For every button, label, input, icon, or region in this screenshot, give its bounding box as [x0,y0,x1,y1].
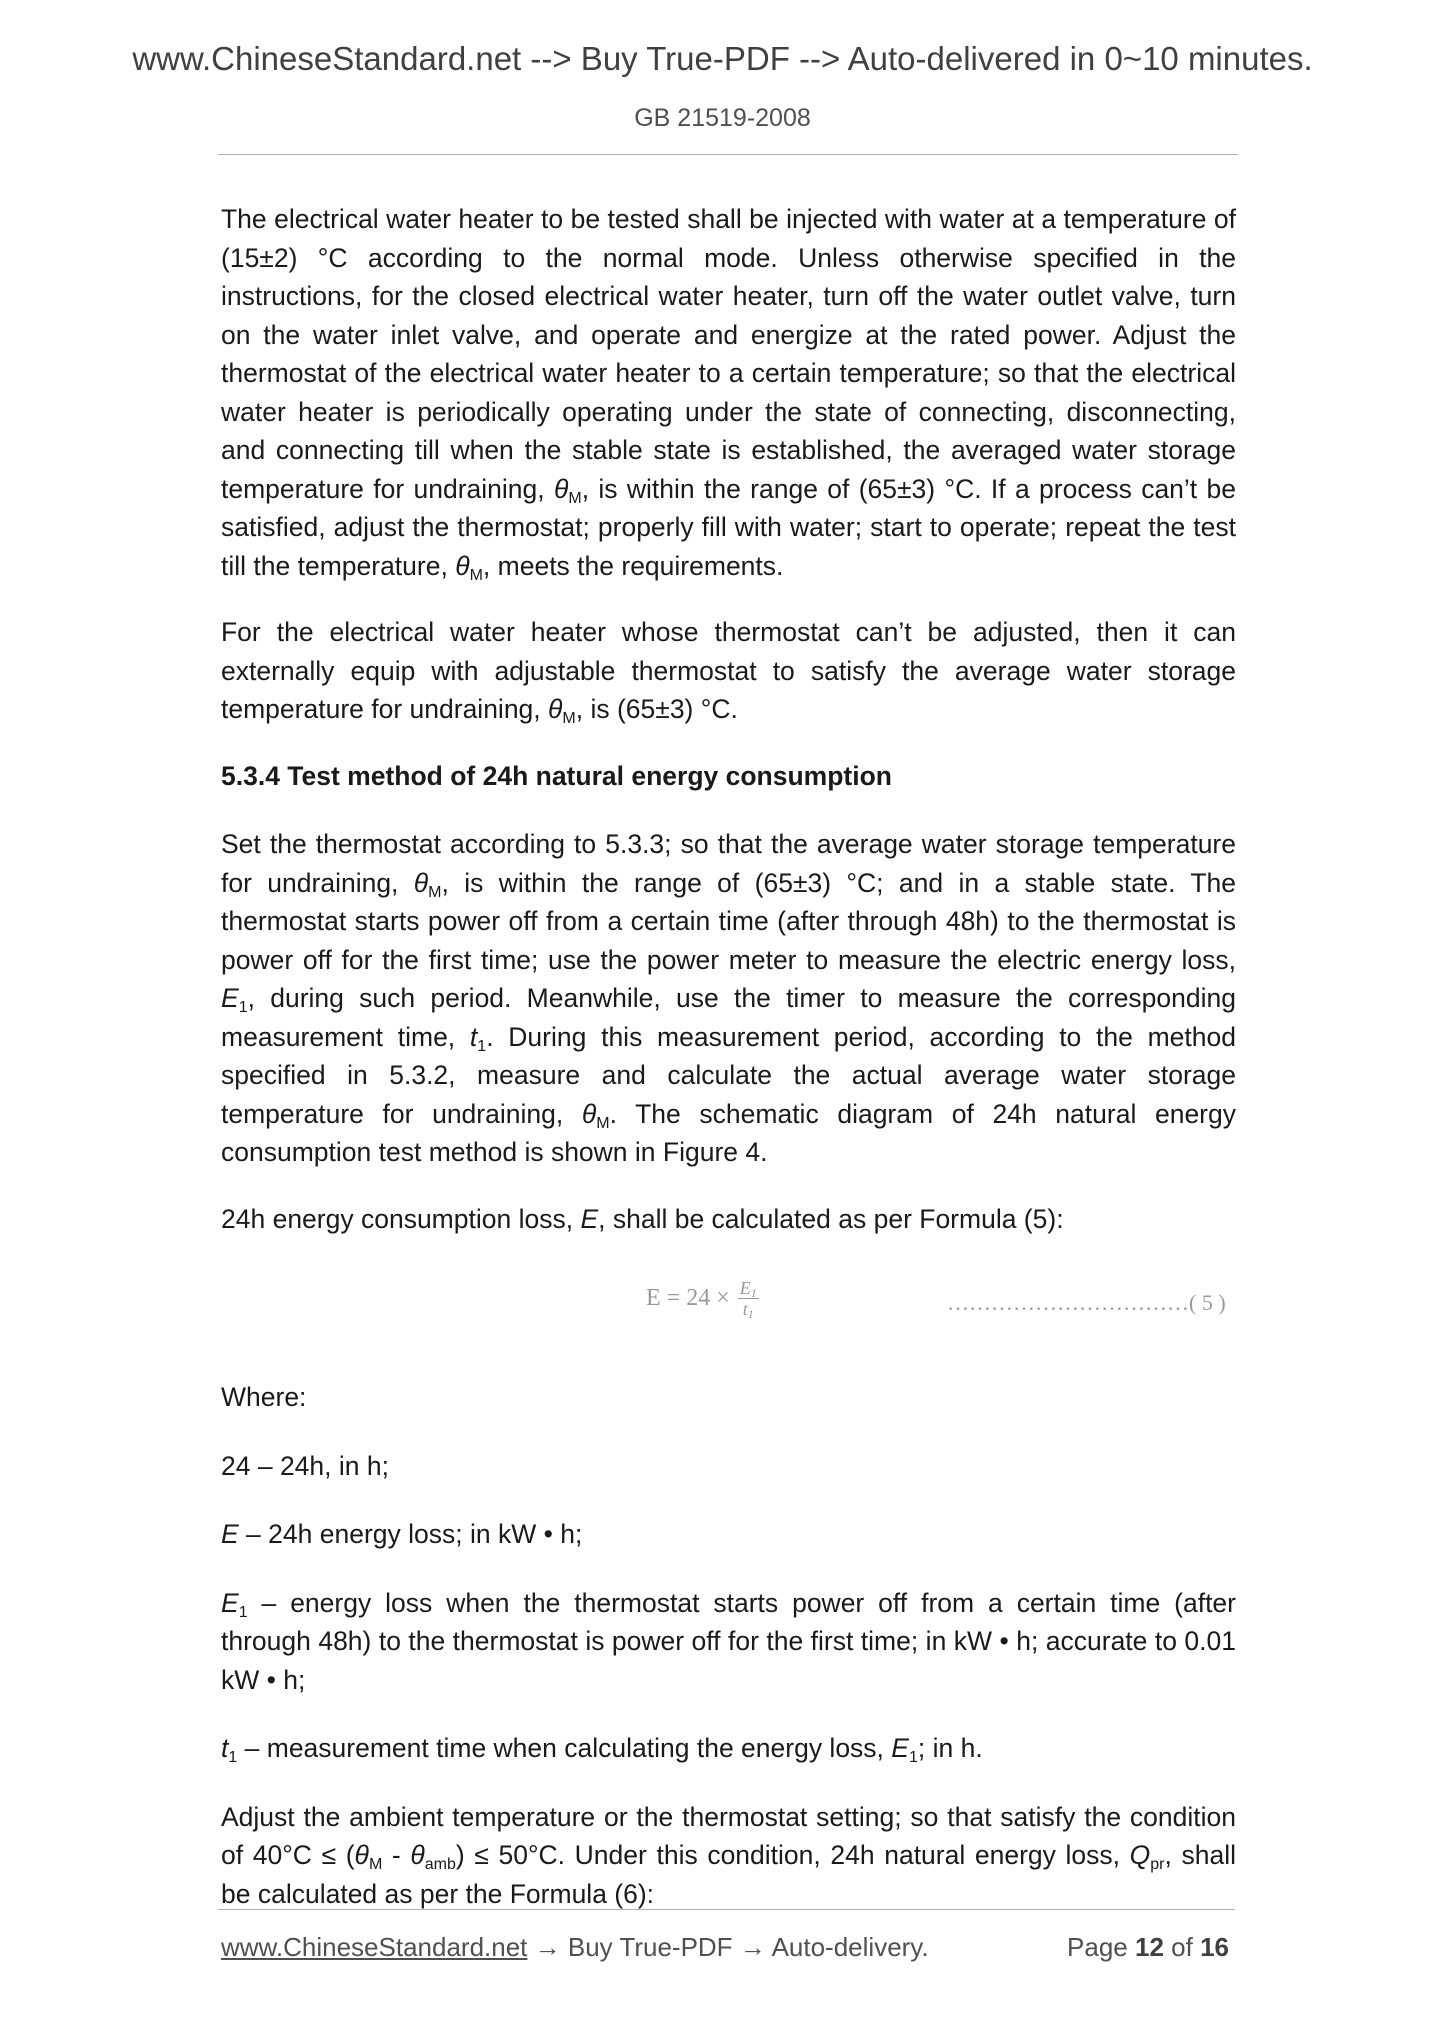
definition-e1: $E_1$ – energy loss when the thermostat starts power off from a certain time (after through 48h) to the thermostat is power off for the first time; in kW • h; accurate to 0.01 kW • h; [221,1587,1236,1695]
header-divider [218,154,1238,155]
paragraph-test-method: Set the thermostat according to 5.3.3; so that the average water storage temperature for undraining, $\theta_M$, is within the range of (65±3) °C; and in a stable state. The thermostat starts power off from a certain time (after through 48h) to the thermostat is power off for the first time; use the power meter to measure the electric energy loss, $E_1$, during such period. Meanwhile, use the timer to measure the corresponding measurement time, $t_1$. During this measurement period, according to the method specified in 5.3.2, measure and calculate the actual average water storage temperature for undraining, $\theta_M$. The schematic diagram of 24h natural energy consumption test method is shown in Figure 4. [221,829,1236,1167]
section-heading: 5.3.4 Test method of 24h natural energy consumption [221,760,892,791]
paragraph-ambient-condition: Adjust the ambient temperature or the thermostat setting; so that satisfy the condition of $40^\circ C \le (\theta_M - \theta_{amb}) \le 50^\circ C$. Under this condition, 24h natural energy loss, $Q_{pr}$, shall be calculated as per the Formula (6): [221,1801,1236,1909]
formula-5 [221,1268,1236,1348]
formula-number: ……………………………( 5 ) [947,1290,1226,1315]
footer-site-link[interactable]: www.ChineseStandard.net [221,1932,528,1962]
footer-divider [218,1909,1235,1910]
standard-number: GB 21519-2008 [634,104,811,132]
definition-t1: $t_1$ – measurement time when calculating the energy loss, $E_1$; in h. [221,1733,983,1766]
definition-24: 24 – 24h, in h; [221,1450,389,1481]
document-body [221,200,1236,1941]
paragraph-nonadjustable-thermostat: For the electrical water heater whose thermostat can’t be adjusted, then it can externally equip with adjustable thermostat to satisfy the average water storage temperature for undraining, $\theta_M$, is (65±3) °C. [221,617,1236,727]
page-indicator: Page 12 of 16 [1067,1932,1229,1962]
where-label: Where: [221,1382,307,1412]
page-footer [221,1932,1233,1963]
definition-e: E – 24h energy loss; in kW • h; [221,1519,583,1549]
top-banner: www.ChineseStandard.net --> Buy True-PDF --> Auto-delivered in 0~10 minutes. [132,40,1313,77]
paragraph-formula-intro: 24h energy consumption loss, E, shall be calculated as per Formula (5): [221,1203,1064,1234]
paragraph-test-setup: The electrical water heater to be tested shall be injected with water at a temperature of (15±2) °C according to the normal mode. Unless otherwise specified in the instructions, for the closed electrical water heater, turn off the water outlet valve, turn on the water inlet valve, and operate and energize at the rated power. Adjust the thermostat of the electrical water heater to a certain temperature; so that the electrical water heater is periodically operating under the state of connecting, disconnecting, and connecting till when the stable state is established, the averaged water storage temperature for undraining, $\theta_M$, is within the range of (65±3) °C. If a process can’t be satisfied, adjust the thermostat; properly fill with water; start to operate; repeat the test till the temperature, $\theta_M$, meets the requirements. [221,204,1236,584]
footer-tagline: → Buy True-PDF → Auto-delivery. [527,1932,929,1962]
formula-fraction: $\frac{E_1}{t_1}$ [739,1278,757,1321]
formula-expression: E = 24 × $\frac{E_1}{t_1}$ [646,1278,757,1321]
